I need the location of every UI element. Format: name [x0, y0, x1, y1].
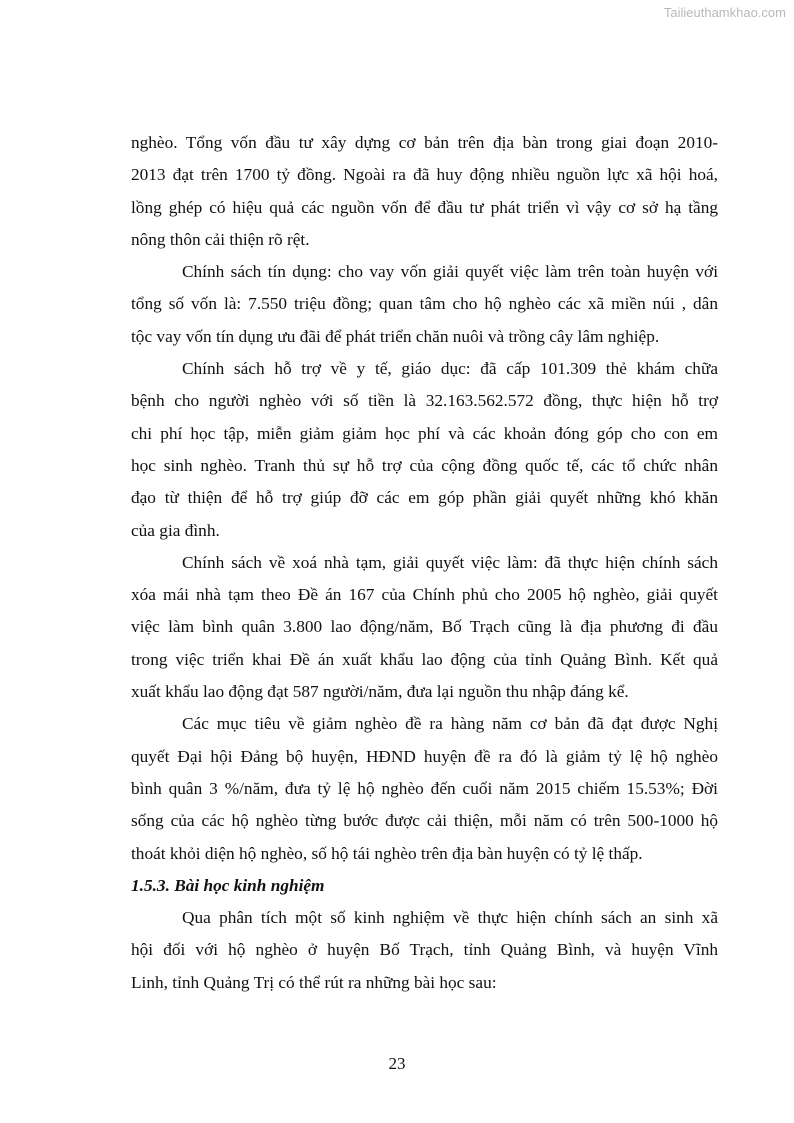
paragraph-line: bệnh cho người nghèo với số tiền là 32.163.562.572 đồng, thực hiện hỗ trợ: [131, 391, 718, 411]
paragraph-line: Linh, tỉnh Quảng Trị có thể rút ra những bài học sau:: [131, 972, 497, 992]
paragraph-line: thoát khỏi diện hộ nghèo, số hộ tái nghèo trên địa bàn huyện có tỷ lệ thấp.: [131, 843, 643, 863]
paragraphs: [131, 127, 718, 870]
paragraph-line: xóa mái nhà tạm theo Đề án 167 của Chính phủ cho 2005 hộ nghèo, giải quyết: [131, 585, 718, 605]
paragraph-line: học sinh nghèo. Tranh thủ sự hỗ trợ của cộng đồng quốc tế, các tổ chức nhân: [131, 455, 718, 475]
paragraph-line: Chính sách tín dụng: cho vay vốn giải quyết việc làm trên toàn huyện với: [182, 262, 718, 282]
page-number: 23: [388, 1054, 406, 1073]
paragraph: [131, 353, 718, 547]
paragraph-line: Các mục tiêu về giảm nghèo đề ra hàng năm cơ bản đã đạt được Nghị: [182, 714, 718, 734]
section-heading: 1.5.3. Bài học kinh nghiệm: [131, 875, 325, 895]
paragraph-line: chi phí học tập, miễn giảm giảm học phí và các khoản đóng góp cho con em: [131, 423, 718, 443]
page-body: [131, 127, 718, 999]
paragraph-line: hội đối với hộ nghèo ở huyện Bố Trạch, tỉnh Quảng Bình, và huyện Vĩnh: [131, 940, 718, 960]
paragraph-closing: [131, 902, 718, 999]
paragraph-line: của gia đình.: [131, 520, 220, 540]
paragraph: [131, 256, 718, 353]
paragraph-line: xuất khẩu lao động đạt 587 người/năm, đưa lại nguồn thu nhập đáng kể.: [131, 682, 629, 702]
paragraph-line: việc làm bình quân 3.800 lao động/năm, Bố Trạch cũng là địa phương đi đầu: [131, 617, 718, 637]
paragraph: [131, 708, 718, 869]
paragraph-line: quyết Đại hội Đảng bộ huyện, HĐND huyện đề ra đó là giảm tỷ lệ hộ nghèo: [131, 746, 718, 766]
paragraph-line: lồng ghép có hiệu quả các nguồn vốn để đầu tư phát triển vì vậy cơ sở hạ tầng: [131, 197, 718, 217]
paragraph-line: 2013 đạt trên 1700 tỷ đồng. Ngoài ra đã huy động nhiều nguồn lực xã hội hoá,: [131, 165, 718, 185]
paragraph-line: trong việc triển khai Đề án xuất khẩu lao động của tỉnh Quảng Bình. Kết quả: [131, 649, 718, 669]
paragraph-line: Chính sách hỗ trợ về y tế, giáo dục: đã cấp 101.309 thẻ khám chữa: [182, 359, 718, 379]
paragraph-line: Qua phân tích một số kinh nghiệm về thực hiện chính sách an sinh xã: [182, 908, 718, 928]
paragraph-line: tổng số vốn là: 7.550 triệu đồng; quan tâm cho hộ nghèo các xã miền núi , dân: [131, 294, 718, 314]
paragraph-line: Chính sách về xoá nhà tạm, giải quyết việc làm: đã thực hiện chính sách: [182, 552, 718, 572]
paragraph-line: tộc vay vốn tín dụng ưu đãi để phát triển chăn nuôi và trồng cây lâm nghiệp.: [131, 326, 660, 346]
paragraph-line: đạo từ thiện để hỗ trợ giúp đỡ các em góp phần giải quyết những khó khăn: [131, 488, 718, 508]
paragraph-line: nghèo. Tổng vốn đầu tư xây dựng cơ bản trên địa bàn trong giai đoạn 2010-: [131, 133, 718, 152]
paragraph-line: nông thôn cải thiện rõ rệt.: [131, 229, 310, 249]
paragraph-line: sống của các hộ nghèo từng bước được cải thiện, mỗi năm có trên 500-1000 hộ: [131, 811, 718, 831]
paragraph-line: bình quân 3 %/năm, đưa tỷ lệ hộ nghèo đến cuối năm 2015 chiếm 15.53%; Đời: [131, 778, 718, 798]
paragraph: [131, 547, 718, 708]
paragraph: [131, 127, 718, 256]
watermark: Tailieuthamkhao.com: [663, 5, 786, 20]
